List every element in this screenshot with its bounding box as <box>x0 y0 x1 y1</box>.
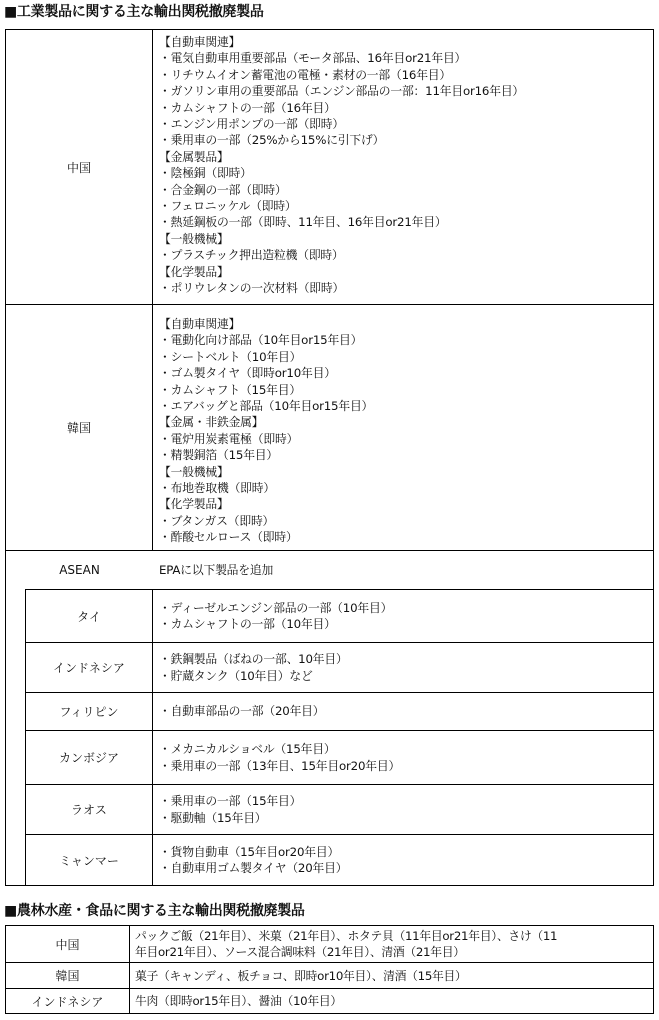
list-item: ・乗用車の一部（13年目、15年目or20年目） <box>159 758 401 773</box>
list-item: ・リチウムイオン蓄電池の電極・素材の一部（16年目） <box>159 67 451 82</box>
list-item: ・精製銅箔（15年目） <box>159 448 278 463</box>
category-label: 【一般機械】 <box>159 231 229 246</box>
category-label: 【金属・非鉄金属】 <box>159 415 264 430</box>
country-cell-thailand: タイ <box>25 589 153 642</box>
country-cell-china: 中国 <box>5 29 153 304</box>
asean-note: EPAに以下製品を追加 <box>159 562 274 577</box>
list-item: ・乗用車の一部（15年目） <box>159 794 302 809</box>
food-content-cell-china <box>130 925 654 962</box>
list-item: ・貯蔵タンク（10年目）など <box>159 668 313 683</box>
content-cell-laos <box>153 784 654 834</box>
list-item: ・ポリウレタンの一次材料（即時） <box>159 281 345 296</box>
list-item: ・エアバッグと部品（10年目or15年目） <box>159 399 374 414</box>
content-cell-asean <box>153 550 654 589</box>
food-content-cell-korea <box>130 962 654 988</box>
list-item: ・鉄鋼製品（ばねの一部、10年目） <box>159 652 348 667</box>
country-cell-laos: ラオス <box>25 784 153 834</box>
list-item: ・メカニカルショベル（15年目） <box>159 742 336 757</box>
country-cell-indonesia: インドネシア <box>25 642 153 692</box>
list-item: ・ディーゼルエンジン部品の一部（10年目） <box>159 600 393 615</box>
list-item: 菓子（キャンディ、板チョコ、即時or10年目）、清酒（15年目） <box>135 968 467 983</box>
content-cell-thailand <box>153 589 654 642</box>
list-item: ・フェロニッケル（即時） <box>159 199 297 214</box>
list-item: ・電動化向け部品（10年目or15年目） <box>159 333 363 348</box>
list-item: ・シートベルト（10年目） <box>159 349 302 364</box>
content-cell-china <box>153 29 654 304</box>
country-cell-asean: ASEAN <box>5 550 153 589</box>
country-cell-philippines: フィリピン <box>25 692 153 730</box>
food-country-cell-china: 中国 <box>5 925 130 962</box>
list-item: ・ゴム製タイヤ（即時or10年目） <box>159 366 336 381</box>
list-item: ・酢酸セルロース（即時） <box>159 530 298 545</box>
content-cell-myanmar <box>153 834 654 886</box>
content-cell-indonesia <box>153 642 654 692</box>
list-item: ・カムシャフトの一部（10年目） <box>159 617 336 631</box>
list-item: ・プラスチック押出造粒機（即時） <box>159 248 344 263</box>
section1-title: ■工業製品に関する主な輸出関税撤廃製品 <box>4 4 264 20</box>
list-item: ・貨物自動車（15年目or20年目） <box>159 844 340 859</box>
list-item: ・乗用車の一部（25%から15%に引下げ） <box>159 133 385 148</box>
list-item: ・駆動軸（15年目） <box>159 810 267 825</box>
list-item: 年目or21年目）、ソース混合調味料（21年目）、清酒（21年目） <box>135 945 465 959</box>
category-label: 【化学製品】 <box>159 497 229 512</box>
food-content-cell-indonesia <box>130 988 654 1014</box>
list-item: ・熱延鋼板の一部（即時、11年目、16年目or21年目） <box>159 215 447 230</box>
list-item: ・自動車部品の一部（20年目） <box>159 704 325 719</box>
country-cell-korea: 韓国 <box>5 304 153 550</box>
food-country-cell-indonesia: インドネシア <box>5 988 130 1014</box>
country-cell-cambodia: カンボジア <box>25 730 153 784</box>
list-item: ・陰極銅（即時） <box>159 166 252 181</box>
food-country-cell-korea: 韓国 <box>5 962 130 988</box>
category-label: 【自動車関連】 <box>159 317 241 331</box>
content-cell-philippines <box>153 692 654 730</box>
category-label: 【金属製品】 <box>159 149 229 164</box>
list-item: ・エンジン用ポンプの一部（即時） <box>159 117 344 132</box>
category-label: 【化学製品】 <box>159 264 229 279</box>
asean-indent-column <box>5 589 26 886</box>
list-item: ・自動車用ゴム製タイヤ（20年目） <box>159 861 348 875</box>
list-item: パックご飯（21年目）、米菓（21年目）、ホタテ貝（11年目or21年目）、さけ（11 <box>135 929 558 943</box>
section2-title: ■農林水産・食品に関する主な輸出関税撤廃製品 <box>4 903 305 919</box>
list-item: ・合金鋼の一部（即時） <box>159 182 287 197</box>
country-cell-myanmar: ミャンマー <box>25 834 153 886</box>
list-item: ・ガソリン車用の重要部品（エンジン部品の一部：11年目or16年目） <box>159 84 525 99</box>
list-item: ・電炉用炭素電極（即時） <box>159 431 299 446</box>
content-cell-cambodia <box>153 730 654 784</box>
list-item: 牛肉（即時or15年目）、醤油（10年目） <box>135 994 342 1008</box>
list-item: ・布地巻取機（即時） <box>159 481 275 496</box>
category-label: 【自動車関連】 <box>159 35 241 49</box>
list-item: ・電気自動車用重要部品（モータ部品、16年目or21年目） <box>159 51 467 66</box>
list-item: ・カムシャフト（15年目） <box>159 382 301 397</box>
category-label: 【一般機械】 <box>159 464 229 479</box>
list-item: ・カムシャフトの一部（16年目） <box>159 100 336 115</box>
list-item: ・ブタンガス（即時） <box>159 513 275 528</box>
content-cell-korea <box>153 304 654 550</box>
